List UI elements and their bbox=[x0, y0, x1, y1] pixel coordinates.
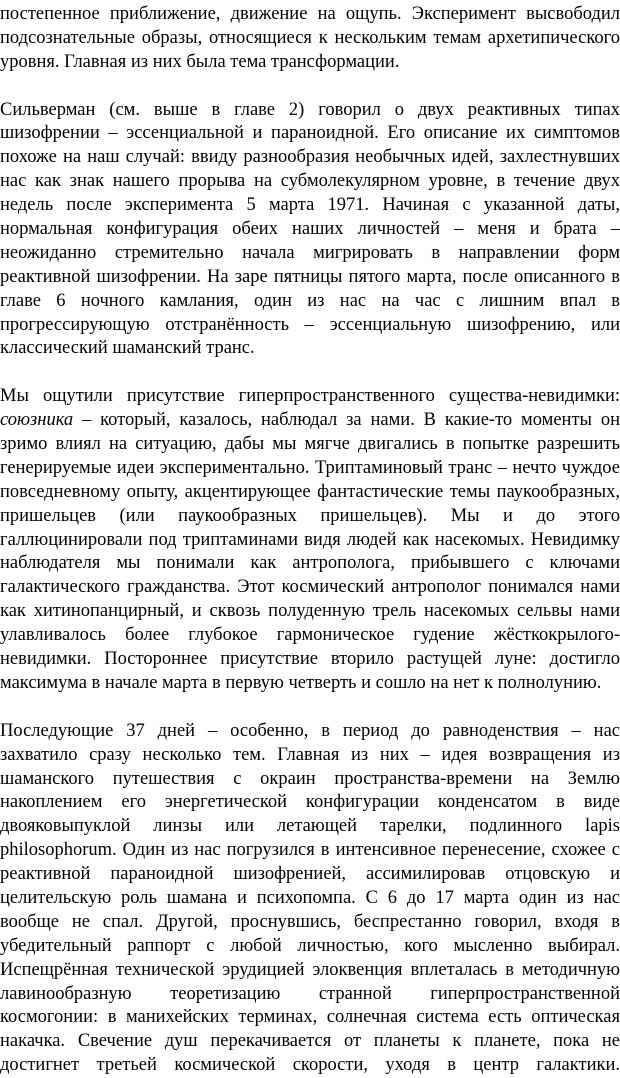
text-line: недель после эксперимента 5 марта 1971. Начиная с указанной даты, bbox=[0, 195, 620, 216]
text-line: постепенное приближение, движение на ощупь. Эксперимент высвободил bbox=[0, 4, 620, 24]
text-line: улавливалось более глубокое гармоническое гудение жёсткокрылого- bbox=[0, 625, 620, 646]
text-line: повседневному опыту, акцентирующее фантастические темы паукообразных, bbox=[0, 481, 620, 502]
text-line: галактического гражданства. Этот космический антрополог понимался нами bbox=[0, 577, 620, 598]
italic-term: союзника bbox=[0, 410, 74, 431]
text-line: Мы ощутили присутствие гиперпространственного существа-невидимки: bbox=[0, 386, 620, 407]
paragraph bbox=[0, 3, 620, 75]
text-line: лавинообразную теоретизацию странной гиперпространственной bbox=[0, 983, 620, 1004]
text-line: наблюдателя мы понимали как антрополога, прибывшего с ключами bbox=[0, 553, 620, 574]
text-line: галлюцинировали под триптаминами видя людей как насекомых. Невидимку bbox=[0, 529, 620, 550]
text-line: неожиданно стремительно начала мигрировать в направлении форм bbox=[0, 242, 620, 263]
text-line: уровня. Главная из них была тема трансформации. bbox=[0, 51, 400, 72]
text-line: шаманского путешествия с окраин пространства-времени на Землю bbox=[0, 768, 620, 789]
text-line: Последующие 37 дней – особенно, в период до равноденствия – нас bbox=[0, 720, 620, 741]
text-line: нас как знак нашего прорыва на субмолекулярном уровне, в течение двух bbox=[0, 171, 620, 192]
text-line: максимума в начале марта в первую четверть и сошло на нет к полнолунию. bbox=[0, 672, 602, 693]
line-text: – который, казалось, наблюдал за нами. В какие-то моменты он bbox=[73, 410, 620, 431]
text-line: подсознательные образы, относящиеся к нескольким темам архетипического bbox=[0, 27, 620, 48]
text-line: прогрессирующую отстранённость – эссенциальную шизофрению, или bbox=[0, 314, 620, 335]
text-line: захватило сразу несколько тем. Главная из них – идея возвращения из bbox=[0, 744, 620, 765]
text-line: реактивной параноидной шизофренией, ассимилировав отцовскую и bbox=[0, 864, 620, 885]
text-line: вообще не спал. Другой, проснувшись, беспрестанно говорил, входя в bbox=[0, 911, 620, 932]
text-line: Сильверман (см. выше в главе 2) говорил о двух реактивных типах bbox=[0, 99, 620, 120]
text-line: генерируемые идеи экспериментально. Триптаминовый транс – нечто чуждое bbox=[0, 457, 620, 478]
text-line: главе 6 ночного камлания, один из нас на час с лишним впал в bbox=[0, 290, 620, 311]
text-line: накачка. Свечение душ перекачивается от планеты к планете, пока не bbox=[0, 1031, 620, 1052]
text-line: убедительный раппорт с любой личностью, кого мысленно выбирал. bbox=[0, 935, 620, 956]
text-line: невидимки. Постороннее присутствие вторило растущей луне: достигло bbox=[0, 649, 620, 670]
text-line: целительскую роль шамана и психопомпа. С 6 до 17 марта один из нас bbox=[0, 887, 620, 908]
paragraph-gap bbox=[0, 75, 620, 99]
text-line: космогонии: в манихейских терминах, солнечная система есть оптическая bbox=[0, 1007, 620, 1028]
text-line: зримо влиял на ситуацию, дабы мы мягче двигались в попытке разрешить bbox=[0, 434, 620, 455]
text-line: реактивной шизофрении. На заре пятницы пятого марта, после описанного в bbox=[0, 266, 620, 287]
text-line: как хитинопанцирный, и сквозь полуденную трель насекомых сельвы нами bbox=[0, 601, 620, 622]
paragraph-gap bbox=[0, 361, 620, 385]
paragraph bbox=[0, 720, 620, 1078]
text-line: нормальная конфигурация обеих наших личностей – меня и брата – bbox=[0, 219, 620, 240]
text-line: накоплением его энергетической конфигурации конденсатом в виде bbox=[0, 792, 620, 813]
text-line: двояковыпуклой линзы или летающей тарелки, подлинного lapis bbox=[0, 816, 620, 837]
text-line: похоже на наш случай: ввиду разнообразия необычных идей, захлестнувших bbox=[0, 147, 620, 168]
text-line: классический шаманский транс. bbox=[0, 338, 255, 359]
text-line: шизофрении – эссенциальной и параноидной. Его описание их симптомов bbox=[0, 123, 620, 144]
paragraph bbox=[0, 99, 620, 362]
paragraph-gap bbox=[0, 696, 620, 720]
text-line: philosophorum. Один из нас погрузился в интенсивное перенесение, схожее с bbox=[0, 840, 620, 861]
paragraph bbox=[0, 385, 620, 696]
text-line: Испещрённая технической эрудицией элоквенция вплеталась в методичную bbox=[0, 959, 620, 980]
text-line: пришельцев (или паукообразных пришельцев). Мы и до этого bbox=[0, 505, 620, 526]
text-line bbox=[0, 409, 620, 433]
text-line: достигнет третьей космической скорости, уходя в центр галактики. bbox=[0, 1055, 620, 1076]
